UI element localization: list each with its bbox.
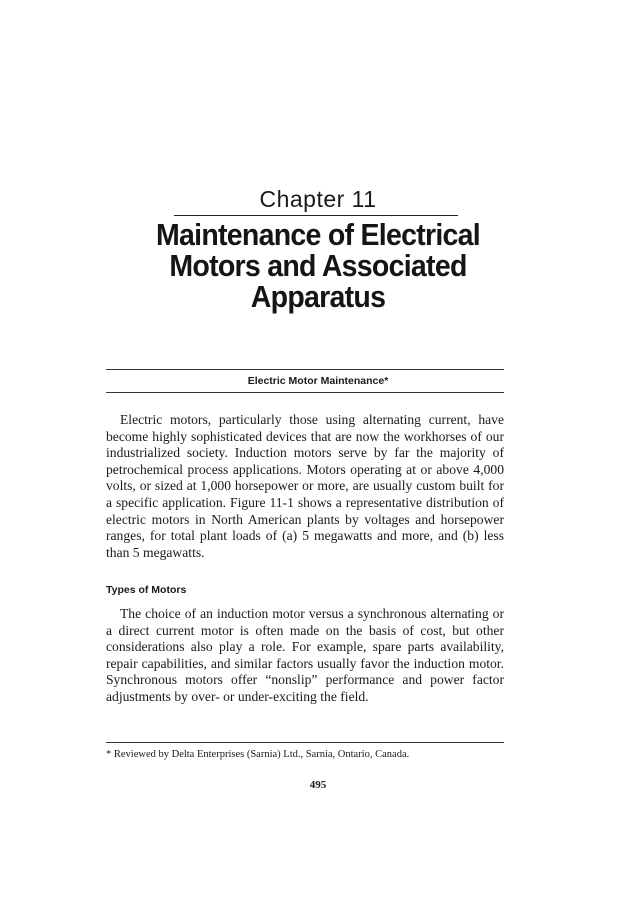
page-number: 495 (309, 779, 327, 791)
paragraph-types-of-motors: The choice of an induction motor versus a synchronous alternating or a direct current motor is often made on the basis of cost, but other considerations also play a role. For example, spare parts availability, repair capabilities, and similar factors usually favor the induction motor. Synchronous motors offer “nonslip” performance and power factor adjustments by over- or under-exciting the field. (106, 606, 504, 704)
section-rule-bottom (106, 392, 504, 393)
chapter-label: Chapter 11 (259, 186, 377, 212)
chapter-title-line-2: Motors and Associated (169, 248, 467, 283)
chapter-title-line-3: Apparatus (250, 279, 386, 314)
footnote-rule (106, 742, 504, 743)
footnote: * Reviewed by Delta Enterprises (Sarnia) Ltd., Sarnia, Ontario, Canada. (106, 749, 410, 760)
chapter-title (25, 219, 610, 312)
section-heading: Electric Motor Maintenance* (247, 375, 389, 387)
chapter-title-line-1: Maintenance of Electrical (156, 217, 480, 252)
section-rule-top (106, 369, 504, 370)
paragraph-intro: Electric motors, particularly those using alternating current, have become highly sophisticated devices that are now the workhorses of our industrialized society. Induction motors serve by far the majority of petrochemical process applications. Motors operating at or above 4,000 volts, or sized at 1,000 horsepower or more, are usually custom built for a specific application. Figure 11-1 shows a representative distribution of electric motors in North American plants by voltages and horsepower ranges, for total plant loads of (a) 5 megawatts and more, and (b) less than 5 megawatts. (106, 412, 504, 560)
chapter-rule (174, 215, 458, 216)
subsection-heading: Types of Motors (106, 584, 187, 596)
